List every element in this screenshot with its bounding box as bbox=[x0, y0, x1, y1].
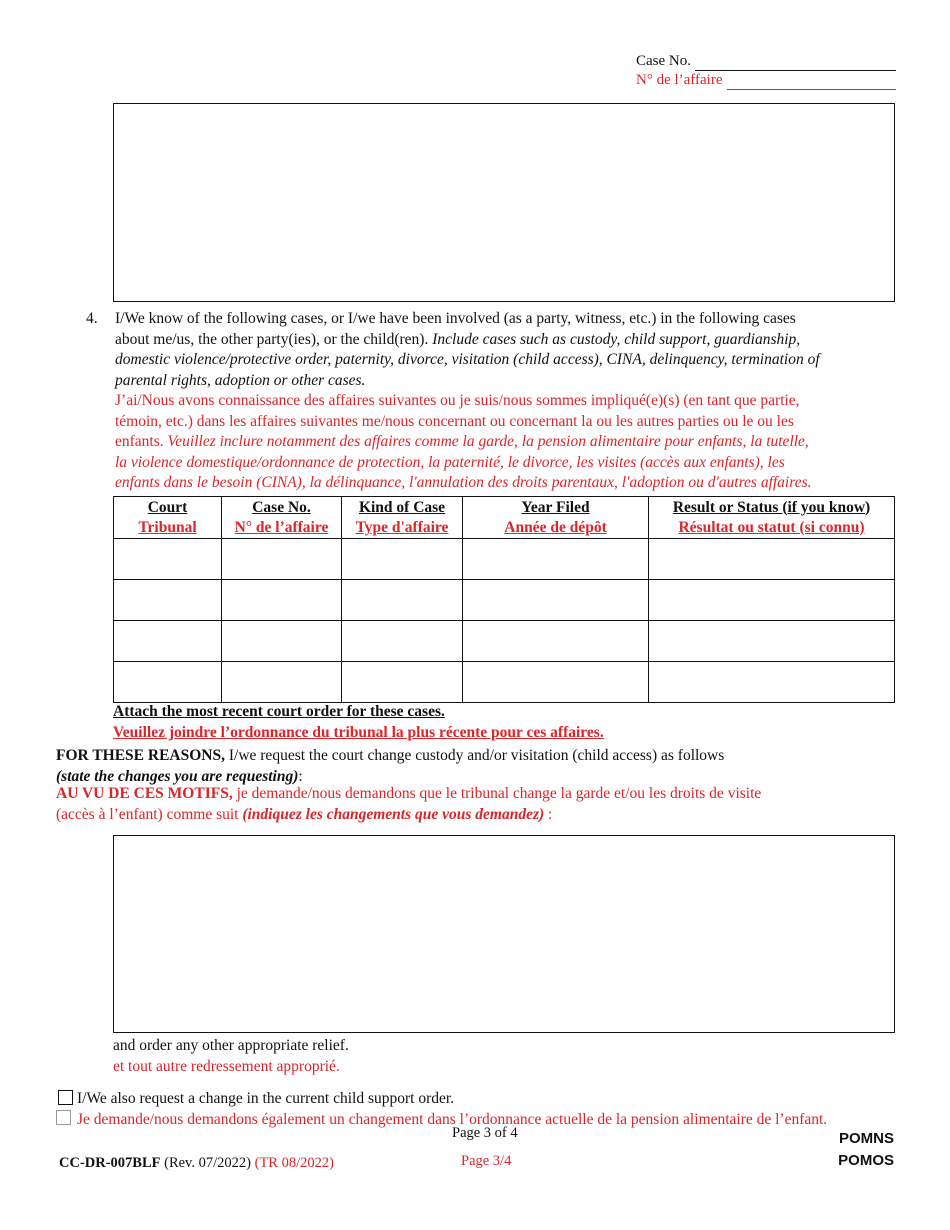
reasons-heading-fr: AU VU DE CES MOTIFS, bbox=[56, 785, 233, 802]
table-cell[interactable] bbox=[222, 539, 342, 580]
table-cell[interactable] bbox=[342, 662, 463, 703]
case-no-field[interactable] bbox=[695, 56, 896, 71]
col-result-status: Result or Status (if you know) Résultat ou statut (si connu) bbox=[649, 497, 895, 539]
table-cell[interactable] bbox=[463, 580, 649, 621]
item-4-text-line2: about me/us, the other party(ies), or the child(ren). Include cases such as custody, child support, guardianship, bbox=[115, 330, 801, 348]
table-cell[interactable] bbox=[114, 621, 222, 662]
table-row bbox=[114, 580, 895, 621]
reasons-statement-fr: AU VU DE CES MOTIFS, je demande/nous demandons que le tribunal change la garde et/ou les droits de visite (accès à l’enfant) comme suit (indiquez les changements que vous demandez) : bbox=[56, 785, 762, 823]
item-4-fr-italic-line4: la violence domestique/ordonnance de protection, la paternité, le divorce, les visites (accès aux enfants), les bbox=[115, 453, 785, 471]
item-4-number: 4. bbox=[86, 310, 98, 327]
case-number-header bbox=[636, 52, 896, 90]
child-support-checkbox[interactable] bbox=[58, 1090, 73, 1105]
table-cell[interactable] bbox=[222, 580, 342, 621]
table-row bbox=[114, 662, 895, 703]
child-support-label-en: I/We also request a change in the current child support order. bbox=[77, 1090, 455, 1107]
requested-changes-text-box[interactable] bbox=[113, 835, 895, 1033]
attach-instruction bbox=[113, 702, 604, 743]
page-number: Page 3 of 4 bbox=[452, 1125, 518, 1141]
form-translation: (TR 08/2022) bbox=[250, 1155, 334, 1171]
reasons-instruction: (state the changes you are requesting) bbox=[56, 767, 299, 785]
item-4-italic-line3: domestic violence/protective order, paternity, divorce, visitation (child access), CINA, delinquency, termination of bbox=[115, 351, 820, 368]
other-relief bbox=[113, 1036, 349, 1077]
table-cell[interactable] bbox=[222, 621, 342, 662]
form-code-id: CC-DR-007BLF bbox=[59, 1155, 161, 1171]
form-short-code-en: POMNS bbox=[838, 1130, 894, 1147]
col-year-filed: Year Filed Année de dépôt bbox=[463, 497, 649, 539]
item-4-italic-line4: parental rights, adoption or other cases. bbox=[115, 371, 366, 389]
case-no-label-fr: N° de l’affaire bbox=[636, 72, 723, 88]
child-support-label-fr: Je demande/nous demandons également un changement dans l’ordonnance actuelle de la pension alimentaire de l’enfant. bbox=[77, 1111, 828, 1128]
table-cell[interactable] bbox=[342, 580, 463, 621]
table-cell[interactable] bbox=[649, 662, 895, 703]
page-number-fr: Page 3/4 bbox=[461, 1153, 512, 1169]
item-4-fr-line3: enfants. Veuillez inclure notamment des affaires comme la garde, la pension alimentaire pour enfants, la tutelle, bbox=[115, 433, 809, 450]
other-relief-en: and order any other appropriate relief. bbox=[113, 1037, 349, 1054]
reasons-statement-en: FOR THESE REASONS, I/we request the court change custody and/or visitation (child access) as follows (state the changes you are requesting): bbox=[56, 747, 725, 785]
attach-instruction-en: Attach the most recent court order for these cases. bbox=[113, 703, 445, 720]
continuation-text-box[interactable] bbox=[113, 103, 895, 302]
table-row bbox=[114, 621, 895, 662]
table-cell[interactable] bbox=[114, 539, 222, 580]
form-short-code-fr: POMOS bbox=[838, 1152, 894, 1169]
reasons-instruction-fr: (indiquez les changements que vous demandez) bbox=[242, 805, 545, 823]
attach-instruction-fr: Veuillez joindre l’ordonnance du tribunal la plus récente pour ces affaires. bbox=[113, 723, 604, 741]
col-kind-of-case: Kind of Case Type d'affaire bbox=[342, 497, 463, 539]
table-cell[interactable] bbox=[342, 539, 463, 580]
other-relief-fr: et tout autre redressement approprié. bbox=[113, 1057, 340, 1075]
form-revision: (Rev. 07/2022) bbox=[160, 1155, 251, 1171]
col-court: Court Tribunal bbox=[114, 497, 222, 539]
item-4-fr-line1: J’ai/Nous avons connaissance des affaires suivantes ou je suis/nous sommes impliqué(e)(s) (en tant que partie, bbox=[115, 392, 800, 409]
child-support-checkbox-fr[interactable] bbox=[56, 1110, 71, 1125]
case-no-label: Case No. bbox=[636, 53, 691, 69]
table-cell[interactable] bbox=[342, 621, 463, 662]
table-cell[interactable] bbox=[222, 662, 342, 703]
item-4-fr-line2: témoin, etc.) dans les affaires suivantes me/nous concernant ou concernant la ou les autres parties ou le ou les bbox=[115, 412, 794, 430]
table-cell[interactable] bbox=[463, 621, 649, 662]
item-4-text-line1: I/We know of the following cases, or I/we have been involved (as a party, witness, etc.) in the following cases bbox=[115, 310, 796, 327]
reasons-heading: FOR THESE REASONS, bbox=[56, 747, 225, 764]
table-cell[interactable] bbox=[649, 539, 895, 580]
table-cell[interactable] bbox=[649, 580, 895, 621]
col-case-no: Case No. N° de l’affaire bbox=[222, 497, 342, 539]
table-cell[interactable] bbox=[463, 539, 649, 580]
table-cell[interactable] bbox=[114, 662, 222, 703]
form-code bbox=[59, 1155, 334, 1172]
table-cell[interactable] bbox=[114, 580, 222, 621]
case-no-field-fr[interactable] bbox=[727, 75, 896, 90]
table-cell[interactable] bbox=[649, 621, 895, 662]
table-row bbox=[114, 539, 895, 580]
cases-table bbox=[113, 496, 895, 703]
table-cell[interactable] bbox=[463, 662, 649, 703]
cases-table-header bbox=[114, 497, 895, 539]
item-4-fr-italic-line5: enfants dans le besoin (CINA), la délinquance, l'annulation des droits parentaux, l'adoption ou d'autres affaires. bbox=[115, 474, 812, 491]
